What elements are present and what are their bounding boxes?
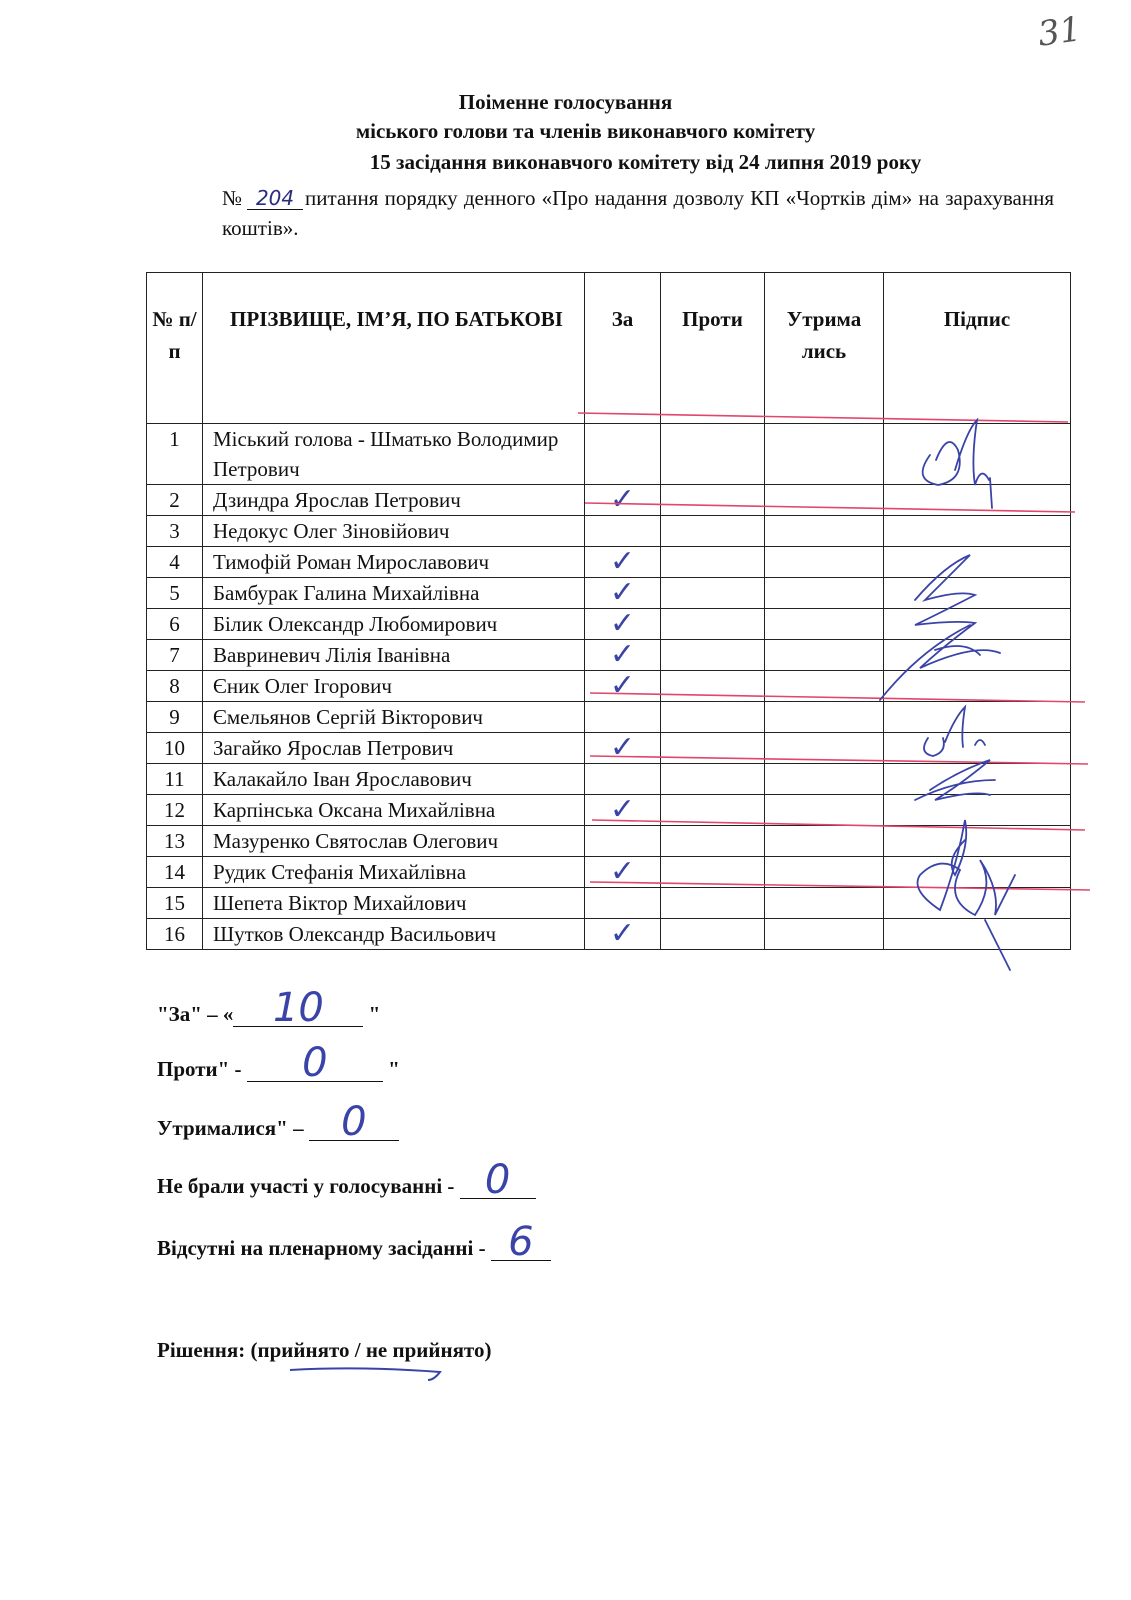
decision-underline-stroke [290, 1368, 440, 1380]
row-number: 4 [147, 547, 203, 578]
vote-for-mark [585, 516, 661, 547]
signature-cell [884, 640, 1071, 671]
vote-against-cell [661, 702, 765, 733]
header-for: За [585, 273, 661, 424]
member-name: Міський голова - Шматько Володимир Петрович [203, 424, 585, 485]
tally-against-label: Проти" - [157, 1057, 247, 1081]
signature-cell [884, 795, 1071, 826]
header-against: Проти [661, 273, 765, 424]
vote-abstained-cell [765, 764, 884, 795]
table-row [147, 702, 1071, 733]
member-name: Шепета Віктор Михайлович [203, 888, 585, 919]
vote-abstained-cell [765, 640, 884, 671]
tally-for-end: " [363, 1002, 381, 1026]
tally-absent-value: 6 [491, 1224, 551, 1261]
signature-cell [884, 547, 1071, 578]
vote-for-mark: ✓ [585, 671, 661, 702]
table-row [147, 733, 1071, 764]
page-number: 31 [1035, 9, 1084, 55]
vote-against-cell [661, 888, 765, 919]
row-number: 6 [147, 609, 203, 640]
row-number: 3 [147, 516, 203, 547]
vote-abstained-cell [765, 547, 884, 578]
header-signature: Підпис [884, 273, 1071, 424]
vote-abstained-cell [765, 826, 884, 857]
vote-for-mark [585, 764, 661, 795]
member-name: Бамбурак Галина Михайлівна [203, 578, 585, 609]
tally-abstained-label: Утрималися" – [157, 1116, 309, 1140]
tally-abstained-value: 0 [309, 1104, 399, 1141]
tally-absent-label: Відсутні на пленарному засіданні - [157, 1236, 491, 1260]
row-number: 2 [147, 485, 203, 516]
member-name: Шутков Олександр Васильович [203, 919, 585, 950]
vote-abstained-cell [765, 857, 884, 888]
vote-abstained-cell [765, 609, 884, 640]
signature-cell [884, 485, 1071, 516]
signature-cell [884, 702, 1071, 733]
question-number: 204 [247, 187, 303, 210]
member-name: Ємельянов Сергій Вікторович [203, 702, 585, 733]
tally-did-not-vote [157, 1157, 536, 1203]
table-row [147, 764, 1071, 795]
vote-for-mark: ✓ [585, 578, 661, 609]
row-number: 7 [147, 640, 203, 671]
vote-against-cell [661, 733, 765, 764]
vote-abstained-cell [765, 671, 884, 702]
table-row [147, 485, 1071, 516]
vote-against-cell [661, 640, 765, 671]
member-name: Дзиндра Ярослав Петрович [203, 485, 585, 516]
member-name: Мазуренко Святослав Олегович [203, 826, 585, 857]
vote-against-cell [661, 857, 765, 888]
member-name: Вавриневич Лілія Іванівна [203, 640, 585, 671]
signature-cell [884, 764, 1071, 795]
signature-cell [884, 671, 1071, 702]
vote-abstained-cell [765, 733, 884, 764]
vote-for-mark [585, 826, 661, 857]
header-number: № п/ п [147, 273, 203, 424]
vote-against-cell [661, 516, 765, 547]
signature-cell [884, 609, 1071, 640]
vote-abstained-cell [765, 702, 884, 733]
header-abstained: Утрима лись [765, 273, 884, 424]
agenda-question [222, 183, 1054, 243]
table-row [147, 424, 1071, 485]
vote-abstained-cell [765, 888, 884, 919]
vote-against-cell [661, 578, 765, 609]
vote-abstained-cell [765, 578, 884, 609]
signature-cell [884, 578, 1071, 609]
table-row [147, 640, 1071, 671]
vote-abstained-cell [765, 516, 884, 547]
decision-line: Рішення: (прийнято / не прийнято) [157, 1338, 492, 1362]
signature-cell [884, 826, 1071, 857]
row-number: 9 [147, 702, 203, 733]
table-row [147, 826, 1071, 857]
vote-for-mark: ✓ [585, 795, 661, 826]
vote-against-cell [661, 919, 765, 950]
row-number: 12 [147, 795, 203, 826]
table-row [147, 547, 1071, 578]
signature-cell [884, 857, 1071, 888]
vote-abstained-cell [765, 795, 884, 826]
vote-abstained-cell [765, 485, 884, 516]
row-number: 10 [147, 733, 203, 764]
member-name: Білик Олександр Любомирович [203, 609, 585, 640]
row-number: 13 [147, 826, 203, 857]
row-number: 1 [147, 424, 203, 485]
signature-cell [884, 516, 1071, 547]
row-number: 14 [147, 857, 203, 888]
signature-cell [884, 919, 1071, 950]
vote-for-mark: ✓ [585, 919, 661, 950]
table-row [147, 516, 1071, 547]
vote-against-cell [661, 547, 765, 578]
tally-absent [157, 1219, 551, 1265]
document-title: Поіменне голосування [458, 90, 673, 114]
member-name: Загайко Ярослав Петрович [203, 733, 585, 764]
signature-cell [884, 733, 1071, 764]
vote-for-mark: ✓ [585, 485, 661, 516]
row-number: 15 [147, 888, 203, 919]
tally-abstained [157, 1099, 399, 1145]
vote-for-mark: ✓ [585, 857, 661, 888]
tally-for [157, 985, 381, 1031]
vote-abstained-cell [765, 424, 884, 485]
member-name: Рудик Стефанія Михайлівна [203, 857, 585, 888]
vote-table [146, 272, 1071, 950]
row-number: 5 [147, 578, 203, 609]
vote-for-mark [585, 424, 661, 485]
member-name: Єник Олег Ігорович [203, 671, 585, 702]
signature-cell [884, 888, 1071, 919]
tally-against-end: " [382, 1057, 400, 1081]
vote-against-cell [661, 795, 765, 826]
tally-did-not-vote-label: Не брали участі у голосуванні - [157, 1174, 460, 1198]
table-row [147, 671, 1071, 702]
member-name: Калакайло Іван Ярославович [203, 764, 585, 795]
table-row [147, 919, 1071, 950]
tally-against [157, 1040, 400, 1086]
vote-against-cell [661, 764, 765, 795]
table-row [147, 888, 1071, 919]
vote-abstained-cell [765, 919, 884, 950]
vote-for-mark [585, 888, 661, 919]
question-prefix: № [222, 186, 244, 210]
member-name: Недокус Олег Зіновійович [203, 516, 585, 547]
vote-for-mark: ✓ [585, 640, 661, 671]
vote-against-cell [661, 609, 765, 640]
vote-for-mark: ✓ [585, 609, 661, 640]
tally-for-label: "За" – « [157, 1002, 234, 1026]
vote-against-cell [661, 485, 765, 516]
tally-did-not-vote-value: 0 [460, 1162, 536, 1199]
signature-cell [884, 424, 1071, 485]
table-header-row [147, 273, 1071, 424]
vote-against-cell [661, 424, 765, 485]
row-number: 8 [147, 671, 203, 702]
member-name: Карпінська Оксана Михайлівна [203, 795, 585, 826]
document-subtitle: міського голови та членів виконавчого комітету [355, 119, 816, 143]
vote-for-mark: ✓ [585, 547, 661, 578]
vote-against-cell [661, 671, 765, 702]
vote-against-cell [661, 826, 765, 857]
vote-for-mark: ✓ [585, 733, 661, 764]
table-row [147, 578, 1071, 609]
tally-for-value: 10 [233, 990, 363, 1027]
table-row [147, 857, 1071, 888]
meeting-info: 15 засідання виконавчого комітету від 24 липня 2019 року [369, 150, 922, 174]
vote-for-mark [585, 702, 661, 733]
row-number: 16 [147, 919, 203, 950]
table-row [147, 609, 1071, 640]
member-name: Тимофій Роман Мирославович [203, 547, 585, 578]
row-number: 11 [147, 764, 203, 795]
tally-against-value: 0 [247, 1045, 383, 1082]
table-row [147, 795, 1071, 826]
header-name: ПРІЗВИЩЕ, ІМ’Я, ПО БАТЬКОВІ [203, 273, 585, 424]
question-text: питання порядку денного «Про надання дозволу КП «Чортків дім» на зарахування коштів». [222, 186, 1054, 240]
